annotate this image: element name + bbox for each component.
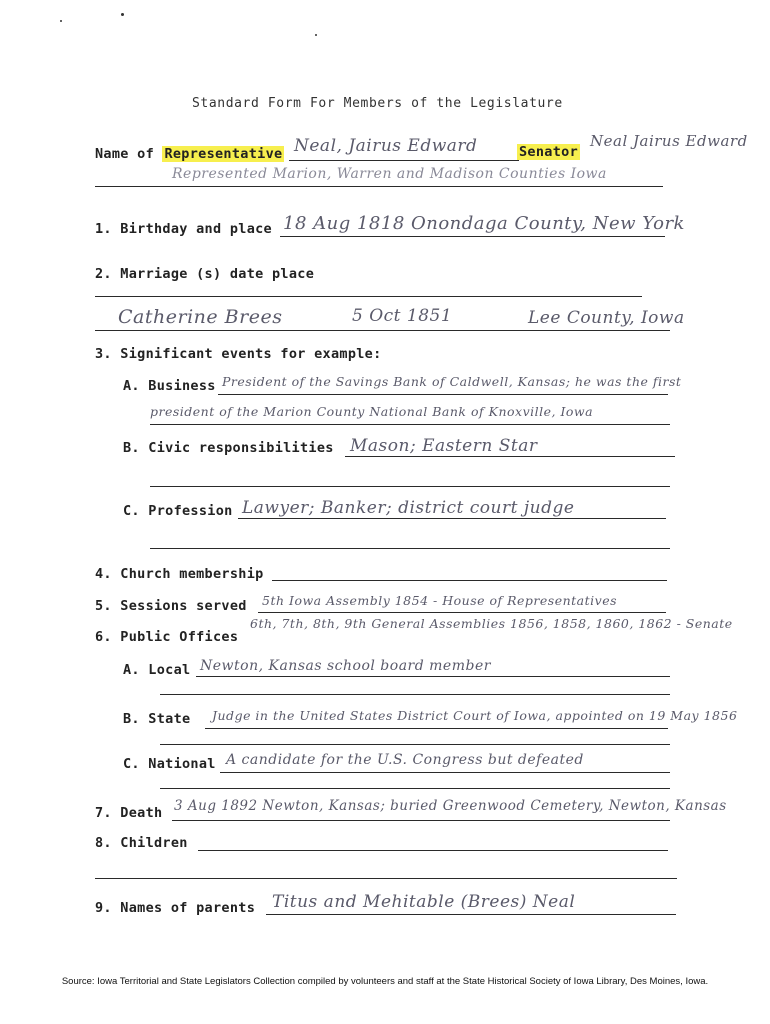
sessions-label: 5. Sessions served	[95, 598, 247, 614]
local-label: A. Local	[123, 662, 191, 678]
parents-label: 9. Names of parents	[95, 900, 256, 916]
name-of-text: Name of	[95, 146, 154, 162]
spouse-name: Catherine Brees	[118, 306, 283, 328]
business-line-1: President of the Savings Bank of Caldwell, Kansas; he was the first	[222, 374, 682, 389]
profession-label: C. Profession	[123, 503, 233, 519]
parents-value: Titus and Mehitable (Brees) Neal	[272, 892, 576, 912]
birthday-value: 18 Aug 1818 Onondaga County, New York	[283, 213, 685, 234]
offices-label: 6. Public Offices	[95, 629, 239, 645]
senator-label-wrap	[517, 144, 580, 160]
sessions-line-2: 6th, 7th, 8th, 9th General Assemblies 1856, 1858, 1860, 1862 - Senate	[250, 616, 733, 631]
representative-underline	[289, 160, 519, 161]
scan-speck	[315, 34, 317, 36]
sessions-underline	[258, 612, 666, 613]
senator-name: Neal Jairus Edward	[590, 132, 748, 150]
death-value: 3 Aug 1892 Newton, Kansas; buried Greenwood Cemetery, Newton, Kansas	[174, 798, 727, 814]
national-underline	[220, 772, 670, 773]
name-note: Represented Marion, Warren and Madison Counties Iowa	[172, 166, 607, 182]
business-label: A. Business	[123, 378, 216, 394]
events-label: 3. Significant events for example:	[95, 346, 382, 362]
business-underline-1	[218, 394, 668, 395]
marriage-label: 2. Marriage (s) date place	[95, 266, 315, 282]
state-label: B. State	[123, 711, 191, 727]
national-label: C. National	[123, 756, 216, 772]
business-underline-2	[150, 424, 670, 425]
local-underline	[196, 676, 670, 677]
civic-extra-line	[150, 486, 670, 487]
representative-name: Neal, Jairus Edward	[294, 136, 478, 156]
children-extra-line	[95, 878, 677, 879]
national-value: A candidate for the U.S. Congress but defeated	[226, 752, 584, 768]
local-extra-line	[160, 694, 670, 695]
marriage-place: Lee County, Iowa	[528, 308, 685, 328]
civic-value: Mason; Eastern Star	[350, 436, 538, 456]
sessions-line-1: 5th Iowa Assembly 1854 - House of Representatives	[262, 593, 618, 608]
marriage-underline-2	[95, 330, 670, 331]
business-line-2: president of the Marion County National Bank of Knoxville, Iowa	[150, 404, 594, 419]
parents-underline	[266, 914, 676, 915]
children-underline	[198, 850, 668, 851]
local-value: Newton, Kansas school board member	[200, 658, 491, 674]
death-underline	[172, 820, 670, 821]
marriage-date: 5 Oct 1851	[352, 306, 453, 326]
death-label: 7. Death	[95, 805, 163, 821]
name-label	[95, 146, 284, 162]
scan-speck	[60, 20, 62, 22]
scan-speck	[121, 13, 124, 16]
form-title: Standard Form For Members of the Legislature	[192, 96, 563, 111]
name-note-underline	[95, 186, 663, 187]
state-extra-line	[160, 744, 670, 745]
representative-label: Representative	[164, 146, 283, 162]
church-label: 4. Church membership	[95, 566, 264, 582]
church-underline	[272, 580, 667, 581]
state-underline	[205, 728, 668, 729]
profession-extra-line	[150, 548, 670, 549]
children-label: 8. Children	[95, 835, 188, 851]
profession-value: Lawyer; Banker; district court judge	[242, 498, 575, 518]
birthday-underline	[280, 236, 665, 237]
marriage-underline-1	[95, 296, 642, 297]
civic-label: B. Civic responsibilities	[123, 440, 334, 456]
national-extra-line	[160, 788, 670, 789]
senator-label: Senator	[519, 144, 578, 160]
civic-underline	[345, 456, 675, 457]
birthday-label: 1. Birthday and place	[95, 221, 272, 237]
source-caption: Source: Iowa Territorial and State Legislators Collection compiled by volunteers and staff at the State Historical Society of Iowa Library, Des Moines, Iowa.	[61, 976, 709, 987]
state-value: Judge in the United States District Court of Iowa, appointed on 19 May 1856	[212, 708, 738, 723]
profession-underline	[238, 518, 666, 519]
